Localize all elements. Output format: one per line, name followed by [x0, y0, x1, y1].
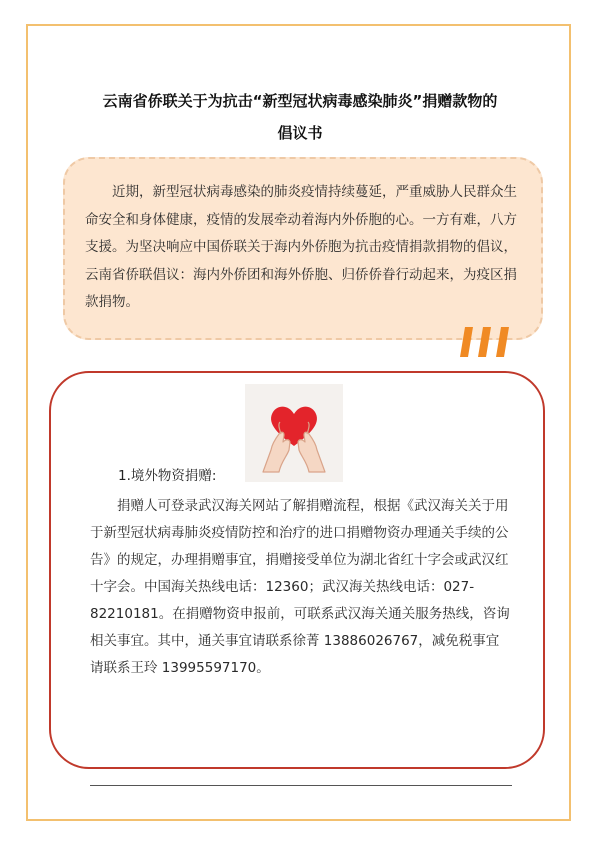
heart-hands-icon: [245, 384, 343, 482]
bottom-divider: [90, 785, 512, 786]
section-paragraph: 捐赠人可登录武汉海关网站了解捐赠流程，根据《武汉海关关于用于新型冠状病毒肺炎疫情防控和治疗的进口捐赠物资办理通关手续的公告》的规定，办理捐赠事宜，捐赠接受单位为湖北省红十字会或武汉红十字会。中国海关热线电话：12360；武汉海关热线电话：027-82210181。在捐赠物资申报前，可联系武汉海关通关服务热线，咨询相关事宜。其中，通关事宜请联系徐菁 13886026767，减免税事宜请联系王玲 13995597170。: [90, 498, 510, 676]
document-title: 云南省侨联关于为抗击“新型冠状病毒感染肺炎”捐赠款物的: [102, 92, 498, 110]
heart-image: [245, 384, 343, 482]
section-heading: 1.境外物资捐赠:: [118, 468, 217, 484]
document-title-line2: 倡议书: [277, 124, 323, 142]
intro-box: [63, 157, 543, 340]
stripes-decoration: [457, 325, 517, 359]
intro-paragraph: 近期，新型冠状病毒感染的肺炎疫情持续蔓延，严重威胁人民群众生命安全和身体健康，疫情的发展牵动着海内外侨胞的心。一方有难，八方支援。为坚决响应中国侨联关于海内外侨胞为抗击疫情捐款捐物的倡议，云南省侨联倡议：海内外侨团和海外侨胞、归侨侨眷行动起来，为疫区捐款捐物。: [85, 184, 517, 310]
